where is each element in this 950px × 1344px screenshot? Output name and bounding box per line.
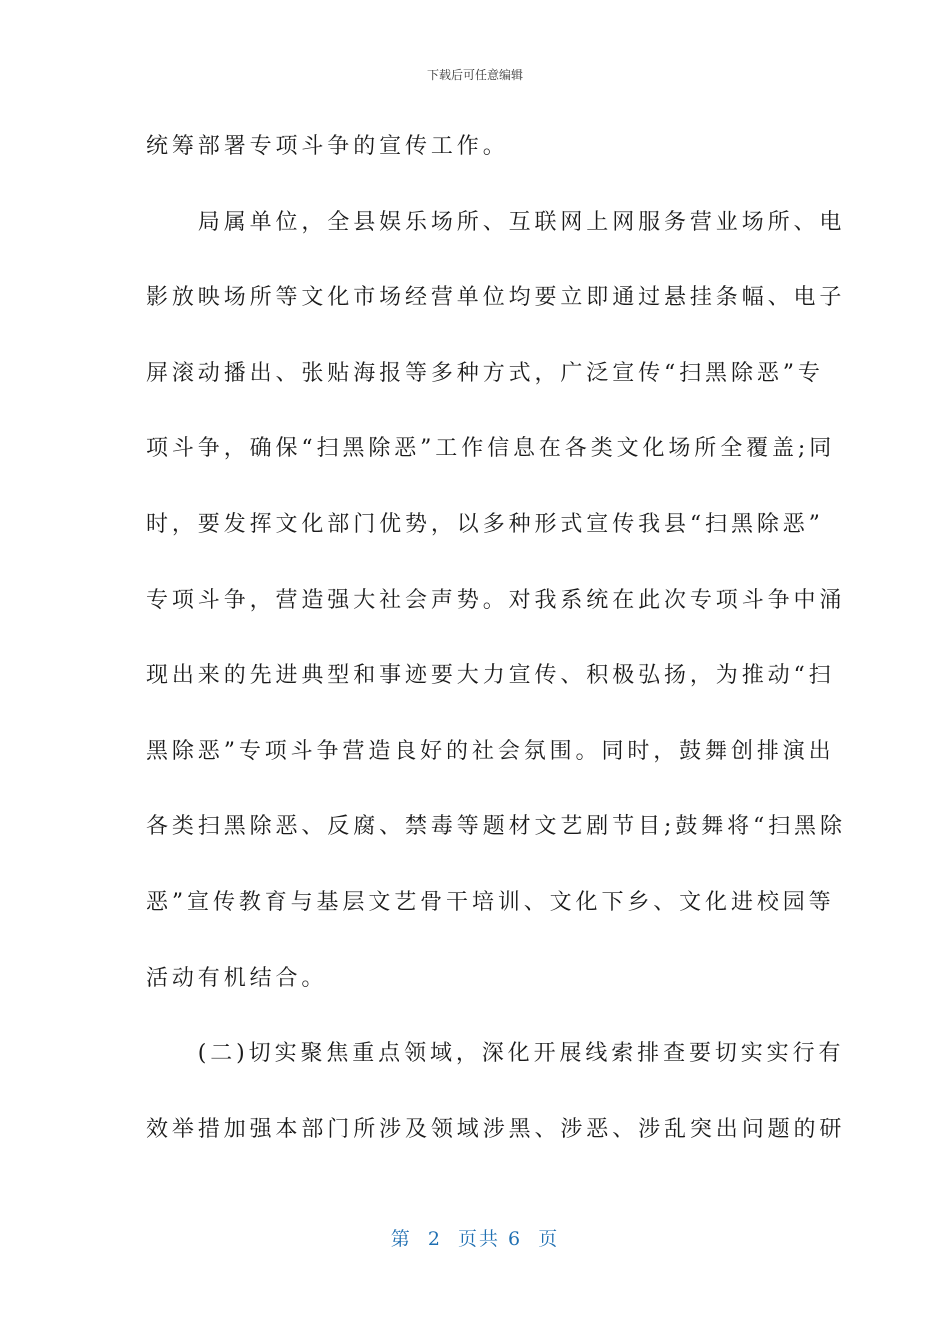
- page-header-note: 下载后可任意编辑: [426, 68, 523, 82]
- body-line: 各类扫黑除恶、反腐、禁毒等题材文艺剧节目;鼓舞将“扫黑除: [146, 814, 846, 840]
- body-line: 影放映场所等文化市场经营单位均要立即通过悬挂条幅、电子: [146, 285, 846, 311]
- body-line: 专项斗争，营造强大社会声势。对我系统在此次专项斗争中涌: [146, 587, 846, 613]
- body-line: 效举措加强本部门所涉及领域涉黑、涉恶、涉乱突出问题的研: [146, 1116, 846, 1142]
- body-line: 统筹部署专项斗争的宣传工作。: [146, 134, 509, 159]
- body-line: 项斗争，确保“扫黑除恶”工作信息在各类文化场所全覆盖;同: [146, 436, 836, 462]
- body-line: (二)切实聚焦重点领域，深化开展线索排查要切实实行有: [146, 1041, 845, 1067]
- page-number-label: 第 2 页共 6 页: [390, 1228, 560, 1250]
- body-line: 活动有机结合。: [146, 965, 328, 991]
- body-line: 时，要发挥文化部门优势，以多种形式宣传我县“扫黑除恶”: [146, 511, 824, 537]
- page-number-footer: [0, 1224, 950, 1251]
- body-line: 屏滚动播出、张贴海报等多种方式，广泛宣传“扫黑除恶”专: [146, 360, 824, 386]
- document-body: [146, 120, 846, 1178]
- body-line: 现出来的先进典型和事迹要大力宣传、积极弘扬，为推动“扫: [146, 663, 835, 689]
- body-line: 黑除恶”专项斗争营造良好的社会氛围。同时，鼓舞创排演出: [146, 738, 835, 764]
- body-line: 恶”宣传教育与基层文艺骨干培训、文化下乡、文化进校园等: [146, 889, 835, 915]
- body-line: 局属单位，全县娱乐场所、互联网上网服务营业场所、电: [146, 209, 846, 235]
